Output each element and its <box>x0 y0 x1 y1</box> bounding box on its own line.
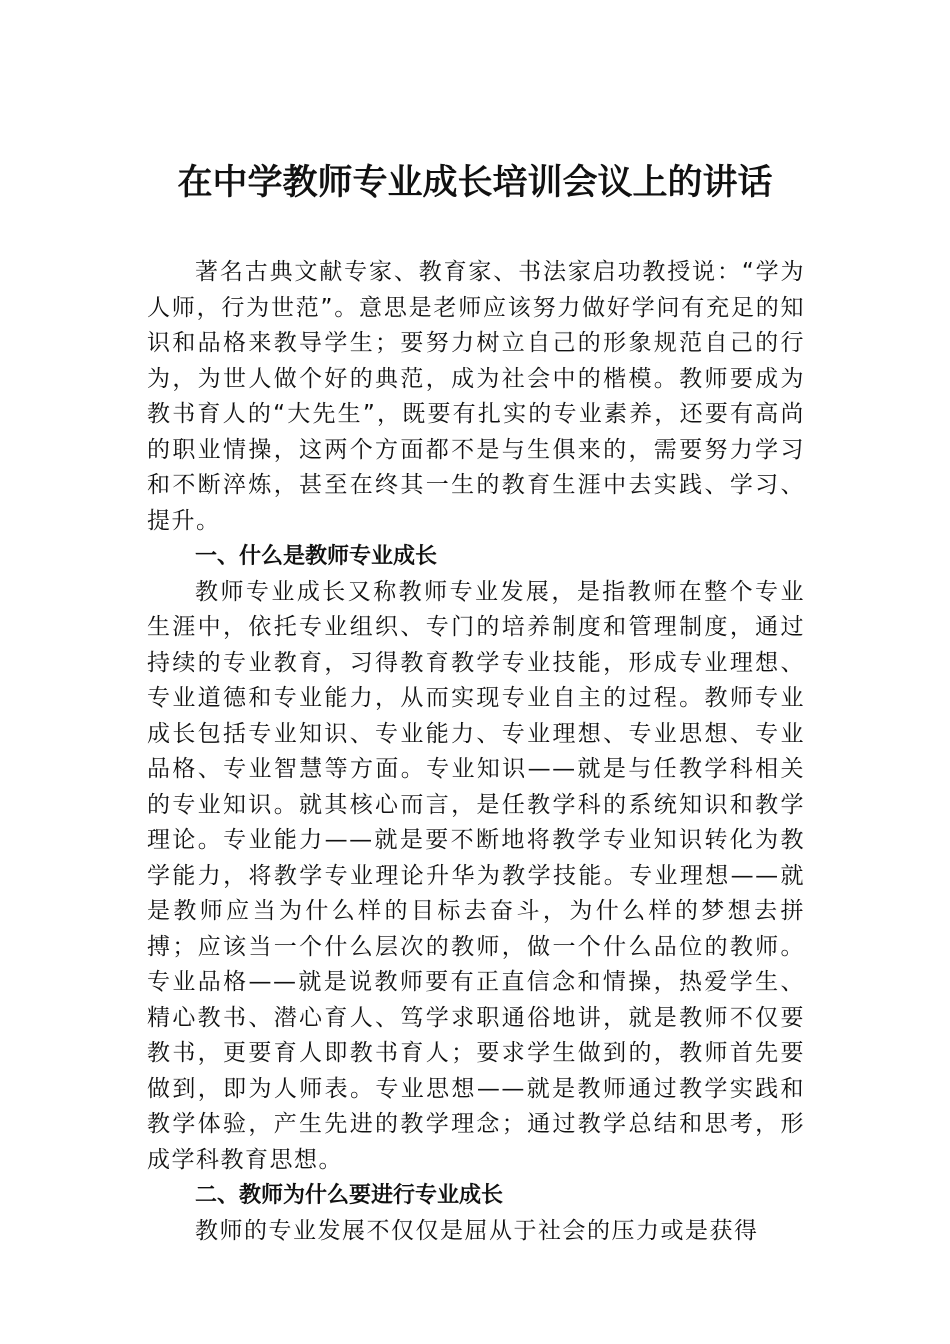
document-title: 在中学教师专业成长培训会议上的讲话 <box>177 162 773 203</box>
document-body <box>147 255 805 1249</box>
section-heading-2: 二、教师为什么要进行专业成长 <box>195 1183 504 1208</box>
intro-paragraph: 著名古典文献专家、教育家、书法家启功教授说：“学为人师，行为世范”。意思是老师应该努力做好学问有充足的知识和品格来教导学生；要努力树立自己的形象规范自己的行为，为世人做个好的典范，成为社会中的楷模。教师要成为教书育人的“大先生”，既要有扎实的专业素养，还要有高尚的职业情操，这两个方面都不是与生俱来的，需要努力学习和不断淬炼，甚至在终其一生的教育生涯中去实践、学习、提升。 <box>147 259 805 534</box>
section-2-paragraph: 教师的专业发展不仅仅是屈从于社会的压力或是获得 <box>195 1217 759 1244</box>
section-heading-1: 一、什么是教师专业成长 <box>195 544 438 569</box>
section-1-paragraph: 教师专业成长又称教师专业发展，是指教师在整个专业生涯中，依托专业组织、专门的培养制度和管理制度，通过持续的专业教育，习得教育教学专业技能，形成专业理想、专业道德和专业能力，从而实现专业自主的过程。教师专业成长包括专业知识、专业能力、专业理想、专业思想、专业品格、专业智慧等方面。专业知识——就是与任教学科相关的专业知识。就其核心而言，是任教学科的系统知识和教学理论。专业能力——就是要不断地将教学专业知识转化为教学能力，将教学专业理论升华为教学技能。专业理想——就是教师应当为什么样的目标去奋斗，为什么样的梦想去拼搏；应该当一个什么层次的教师，做一个什么品位的教师。专业品格——就是说教师要有正直信念和情操，热爱学生、精心教书、潜心育人、笃学求职通俗地讲，就是教师不仅要教书，更要育人即教书育人；要求学生做到的，教师首先要做到，即为人师表。专业思想——就是教师通过教学实践和教学体验，产生先进的教学理念；通过教学总结和思考，形成学科教育思想。 <box>147 578 805 1173</box>
